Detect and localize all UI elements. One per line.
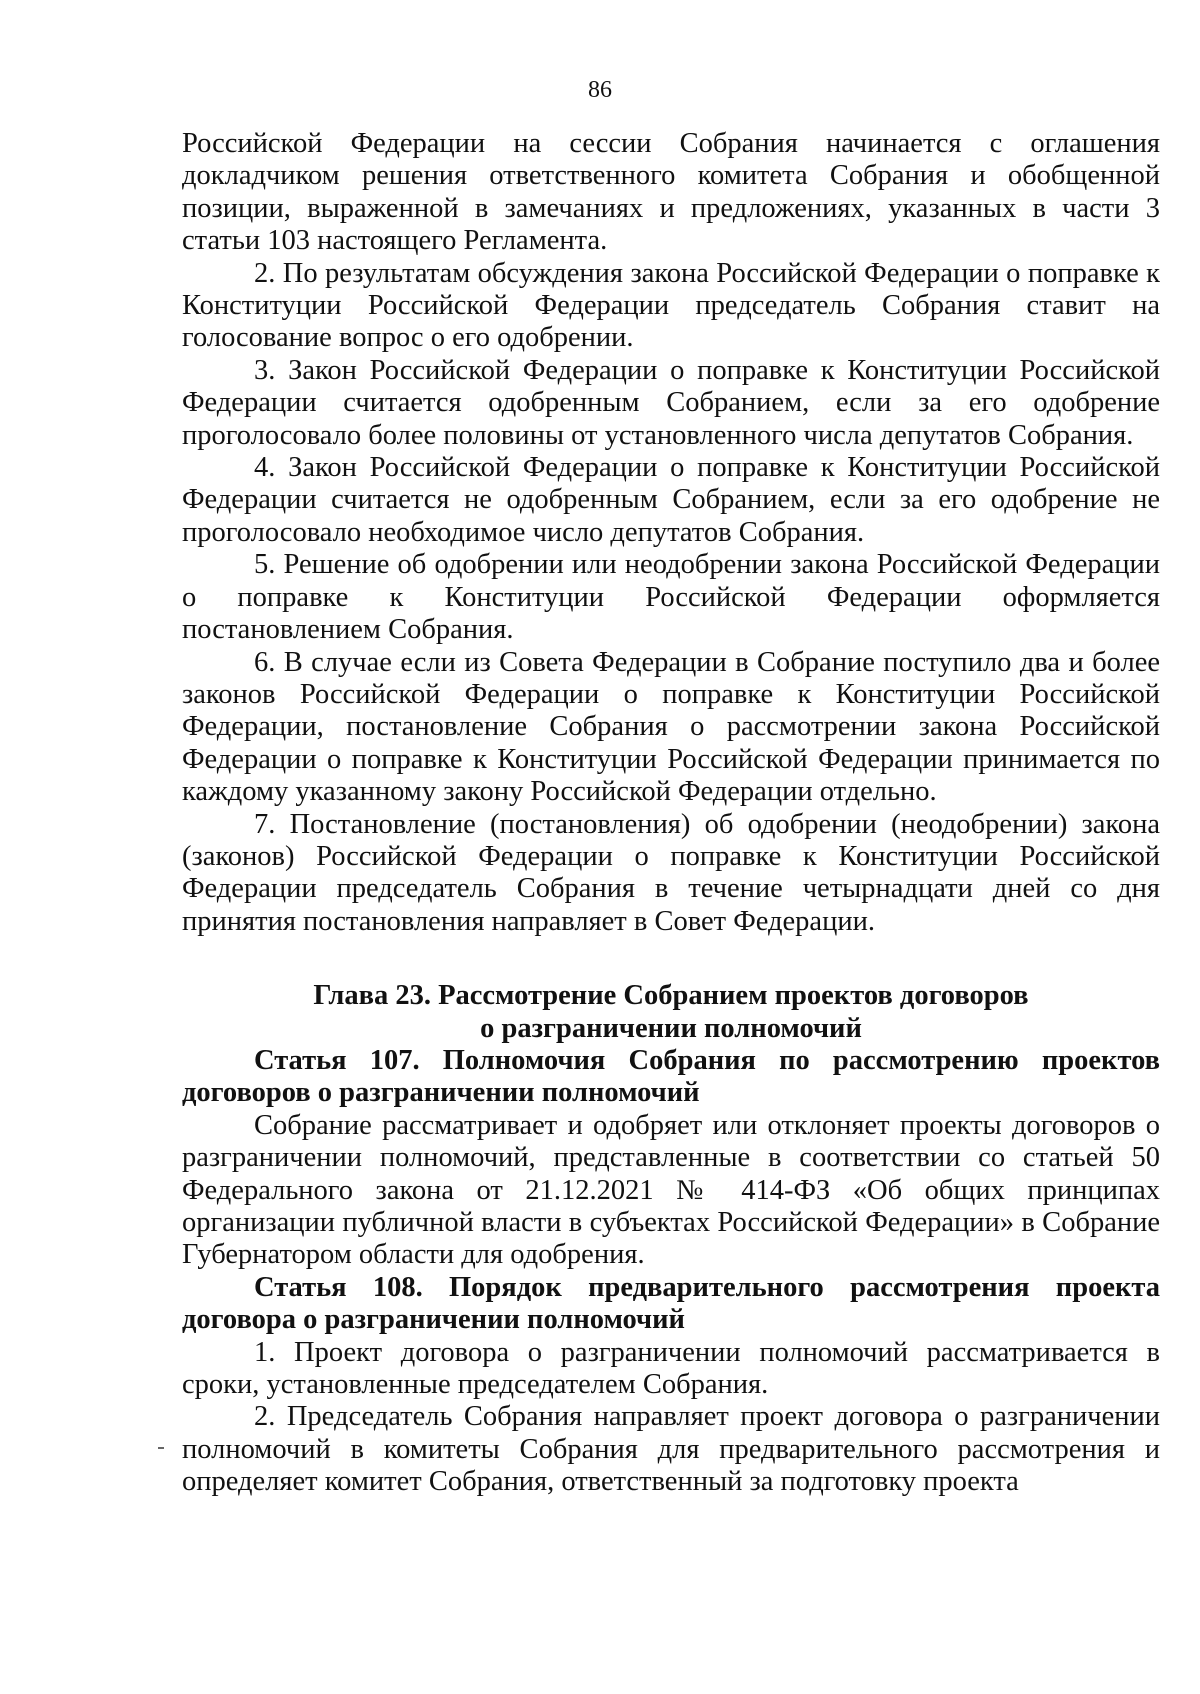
paragraph-2: 2. По результатам обсуждения закона Российской Федерации о поправке к Конституции Российской Федерации председатель Собрания ставит на голосование вопрос о его одобрении. bbox=[182, 257, 1160, 354]
paragraph-3: 3. Закон Российской Федерации о поправке к Конституции Российской Федерации считается одобренным Собранием, если за его одобрение проголосовало более половины от установленного числа депутатов Собрания. bbox=[182, 354, 1160, 451]
chapter-heading bbox=[182, 980, 1160, 1045]
document-body bbox=[182, 128, 1160, 1499]
article-107-text: Собрание рассматривает и одобряет или отклоняет проекты договоров о разграничении полномочий, представленные в соответствии со статьей 50 Федерального закона от 21.12.2021 № 414-ФЗ «Об общих принципах организации публичной власти в субъектах Российской Федерации» в Собрание Губернатором области для одобрения. bbox=[182, 1109, 1160, 1271]
chapter-heading-line-1: Глава 23. Рассмотрение Собранием проектов договоров bbox=[313, 980, 1029, 1012]
margin-mark bbox=[158, 1447, 164, 1449]
article-108-paragraph-1: 1. Проект договора о разграничении полномочий рассматривается в сроки, установленные председателем Собрания. bbox=[182, 1336, 1160, 1401]
article-107-heading: Статья 107. Полномочия Собрания по рассмотрению проектов договоров о разграничении полномочий bbox=[182, 1044, 1160, 1109]
chapter-heading-line-2: о разграничении полномочий bbox=[480, 1012, 862, 1044]
paragraph-6: 6. В случае если из Совета Федерации в Собрание поступило два и более законов Российской Федерации о поправке к Конституции Российской Федерации, постановление Собрания о рассмотрении закона Российской Федерации о поправке к Конституции Российской Федерации принимается по каждому указанному закону Российской Федерации отдельно. bbox=[182, 646, 1160, 808]
paragraph-5: 5. Решение об одобрении или неодобрении закона Российской Федерации о поправке к Конституции Российской Федерации оформляется постановлением Собрания. bbox=[182, 549, 1160, 646]
article-108-paragraph-2: 2. Председатель Собрания направляет проект договора о разграничении полномочий в комитеты Собрания для предварительного рассмотрения и определяет комитет Собрания, ответственный за подготовку проекта bbox=[182, 1401, 1160, 1498]
page-number: 86 bbox=[588, 77, 612, 103]
paragraph-4: 4. Закон Российской Федерации о поправке к Конституции Российской Федерации считается не одобренным Собранием, если за его одобрение не проголосовало необходимое число депутатов Собрания. bbox=[182, 452, 1160, 548]
paragraph-7: 7. Постановление (постановления) об одобрении (неодобрении) закона (законов) Российской Федерации о поправке к Конституции Российской Федерации председатель Собрания в течение четырнадцати дней со дня принятия постановления направляет в Совет Федерации. bbox=[182, 808, 1160, 937]
article-108-heading: Статья 108. Порядок предварительного рассмотрения проекта договора о разграничении полномочий bbox=[182, 1271, 1160, 1336]
paragraph-continuation: Российской Федерации на сессии Собрания начинается с оглашения докладчиком решения ответственного комитета Собрания и обобщенной позиции, выраженной в замечаниях и предложениях, указанных в части 3 статьи 103 настоящего Регламента. bbox=[182, 128, 1160, 257]
